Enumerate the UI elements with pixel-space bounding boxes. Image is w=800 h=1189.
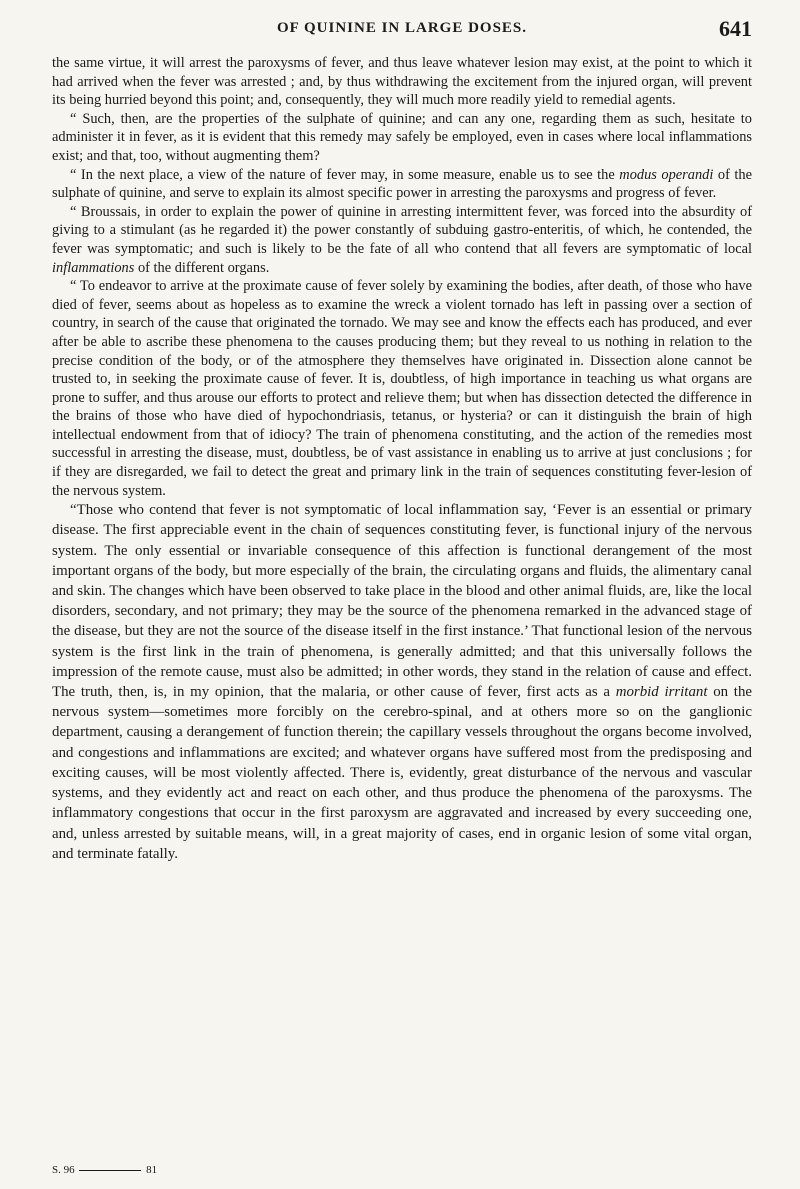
paragraph-5: “ To endeavor to arrive at the proximate cause of fever solely by examining the bodies, after death, of those who have died of fever, seems about as hopeless as to examine the wreck a violent tornado has left in passing over a section of country, in search of the cause that originated the tornado. We may see and know the effects each has produced, and ever after be able to ascribe these phenomena to the causes producing them; but they reveal to us nothing in relation to the precise condition of the body, or of the atmosphere they themselves have originated in. Dissection alone cannot be trusted to, in seeking the proximate cause of fever. It is, doubtless, of high importance in teaching us what organs are prone to suffer, and thus arouse our efforts to protect and relieve them; but when has dissection detected the difference in the brains of those who have died of hypochondriasis, tetanus, or hysteria? or can it distinguish the brain of high intellectual endowment from that of idiocy? The train of phenomena constituting, and the action of the remedies most successful in arresting the disease, must, doubtless, be of vast assistance in enabling us to arrive at just conclusions ; for if they are disregarded, we fail to detect the great and primary link in the train of sequences constituting fever-lesion of the nervous system. bbox=[52, 278, 752, 499]
page-number: 641 bbox=[719, 16, 752, 41]
paragraph-1: the same virtue, it will arrest the paroxysms of fever, and thus leave whatever lesion may exist, at the point to which it had arrived when the fever was arrested ; and, by thus withdrawing the excitement from the injured organ, will prevent its being hurried beyond this point; and, consequently, they will much more readily yield to remedial agents. bbox=[52, 55, 752, 109]
signature-rule bbox=[79, 1170, 141, 1171]
paragraph-4: “ Broussais, in order to explain the power of quinine in arresting intermittent fever, was forced into the absurdity of giving to a stimulant (as he regarded it) the power constantly of subduing gastro-enteritis, of which, he contended, the fever was symptomatic; and such is likely to be the fate of all who contend that all fevers are symptomatic of local inflammations of the different organs. bbox=[52, 203, 752, 276]
running-head: OF QUININE IN LARGE DOSES. bbox=[276, 20, 528, 36]
sheet-number: 81 bbox=[146, 1164, 158, 1176]
page-header bbox=[52, 18, 752, 48]
paragraph-6: “Those who contend that fever is not symptomatic of local inflammation say, ‘Fever is an essential or primary disease. The first appreciable event in the chain of sequences constituting fever, is functional injury of the nervous system. The only essential or invariable consequence of this affection is functional derangement of the most important organs of the body, but more especially of the brain, the circulating organs and fluids, the alimentary canal and skin. The changes which have been observed to take place in the blood and other animal fluids, are, like the local disorders, secondary, and not primary; they may be the source of the phenomena remarked in the advanced stage of the disease, but they are not the source of the disease itself in the first instance.’ That functional lesion of the nervous system is the first link in the train of phenomena, is generally admitted; and that this universally follows the impression of the remote cause, must also be admitted; in other words, they stand in the relation of cause and effect. The truth, then, is, in my opinion, that the malaria, or other cause of fever, first acts as a morbid irritant on the nervous system—sometimes more forcibly on the cerebro-spinal, and at others more so on the ganglionic department, causing a derangement of function therein; the capillary vessels throughout the organs become involved, and congestions and inflammations are excited; and whatever organs have suffered most from the predisposing and exciting causes, will be most violently affected. There is, evidently, great disturbance of the nervous and vascular systems, and they evidently act and react on each other, and thus produce the phenomena of the paroxysms. The inflammatory congestions that occur in the first paroxysm are aggravated and increased by every succeeding one, and, unless arrested by suitable means, will, in a great majority of cases, end in organic lesion of some vital organ, and terminate fatally. bbox=[52, 502, 753, 862]
paragraph-2: “ Such, then, are the properties of the sulphate of quinine; and can any one, regarding them as such, hesitate to administer it in fever, as it is evident that this remedy may safely be employed, even in cases where local inflammations exist; and that, too, without augmenting them? bbox=[52, 110, 752, 164]
signature-mark: S. 96 bbox=[52, 1164, 75, 1176]
emphasis-inflammations: inflammations bbox=[52, 259, 135, 276]
paragraph-3: “ In the next place, a view of the nature of fever may, in some measure, enable us to see the modus operandi of the sulphate of quinine, and serve to explain its almost specific power in arresting the paroxysms and progress of fever. bbox=[52, 166, 753, 202]
emphasis-morbid-irritant: morbid irritant bbox=[615, 684, 708, 701]
body-text bbox=[52, 54, 752, 864]
emphasis-modus-operandi: modus operandi bbox=[619, 166, 714, 183]
page-footer bbox=[52, 1164, 752, 1182]
